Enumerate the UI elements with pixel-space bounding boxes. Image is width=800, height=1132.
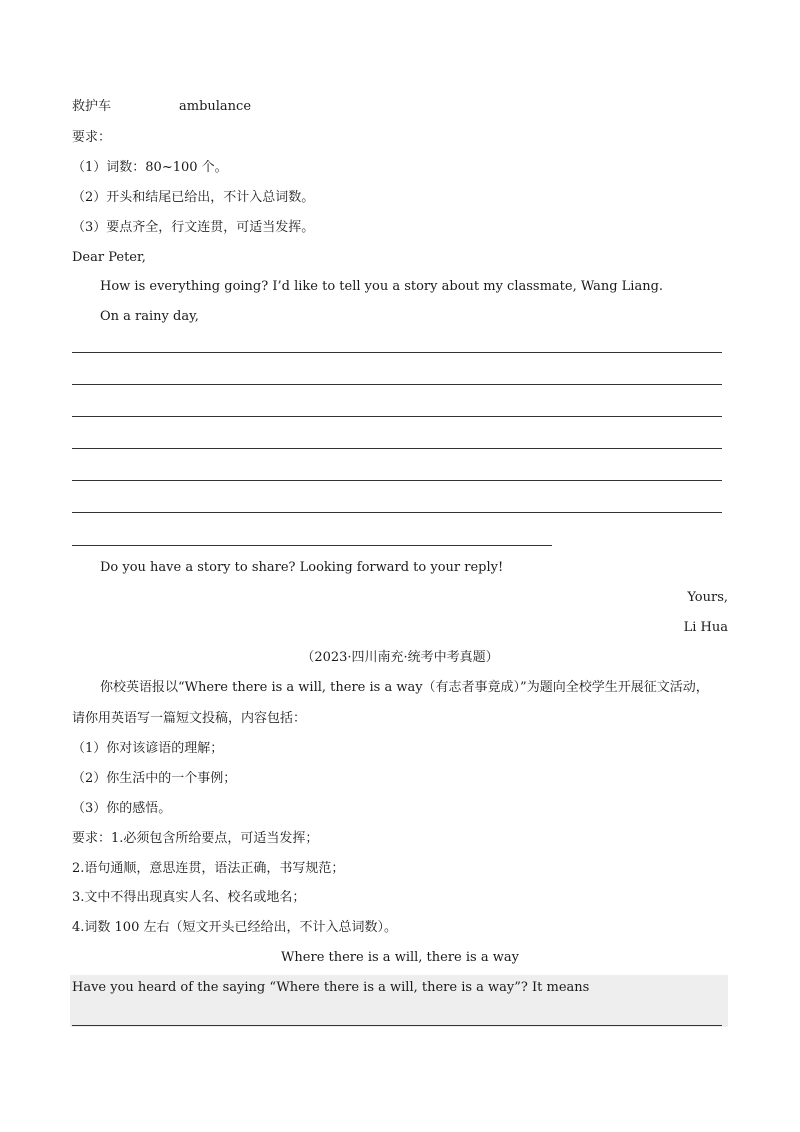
writing-line[interactable] [72,384,722,385]
vocab-english: ambulance [179,99,252,114]
writing-line-short[interactable] [72,545,552,546]
letter-yours: Yours, [687,590,728,605]
task-point: （1）你对该谚语的理解； [72,741,224,756]
task-requirement: 2.语句通顺，意思连贯，语法正确，书写规范； [72,861,345,876]
essay-opening: Have you heard of the saying “Where there is a will, there is a way”? It means [72,980,590,995]
requirement-item: （2）开头和结尾已给出，不计入总词数。 [72,190,315,205]
essay-title: Where there is a will, there is a way [281,950,519,965]
task-prompt-line2: 请你用英语写一篇短文投稿，内容包括： [72,711,307,726]
writing-line[interactable] [72,352,722,353]
writing-line[interactable] [72,512,722,513]
letter-signature: Li Hua [683,620,728,635]
letter-closing-line: Do you have a story to share? Looking forward to your reply! [100,560,504,575]
letter-salutation: Dear Peter, [72,250,146,265]
letter-opening-line: How is everything going? I’d like to tell you a story about my classmate, Wang Liang. [100,279,664,294]
task-requirement: 要求：1.必须包含所给要点，可适当发挥； [72,831,319,846]
vocab-chinese: 救护车 [72,99,112,114]
writing-line[interactable] [72,416,722,417]
writing-line[interactable] [72,1025,722,1026]
requirement-item: （3）要点齐全，行文连贯，可适当发挥。 [72,220,315,235]
requirements-title: 要求： [72,130,112,145]
task-prompt-line1: 你校英语报以“Where there is a will, there is a way（有志者事竟成）”为题向全校学生开展征文活动， [100,680,709,695]
letter-story-start: On a rainy day, [100,309,199,324]
exam-source: （2023·四川南充·统考中考真题） [301,650,499,665]
writing-line[interactable] [72,480,722,481]
task-point: （3）你的感悟。 [72,801,172,816]
task-requirement: 3.文中不得出现真实人名、校名或地名； [72,890,306,905]
writing-line[interactable] [72,448,722,449]
task-requirement: 4.词数 100 左右（短文开头已经给出，不计入总词数）。 [72,920,397,935]
requirement-item: （1）词数：80~100 个。 [72,160,228,175]
task-point: （2）你生活中的一个事例； [72,771,237,786]
